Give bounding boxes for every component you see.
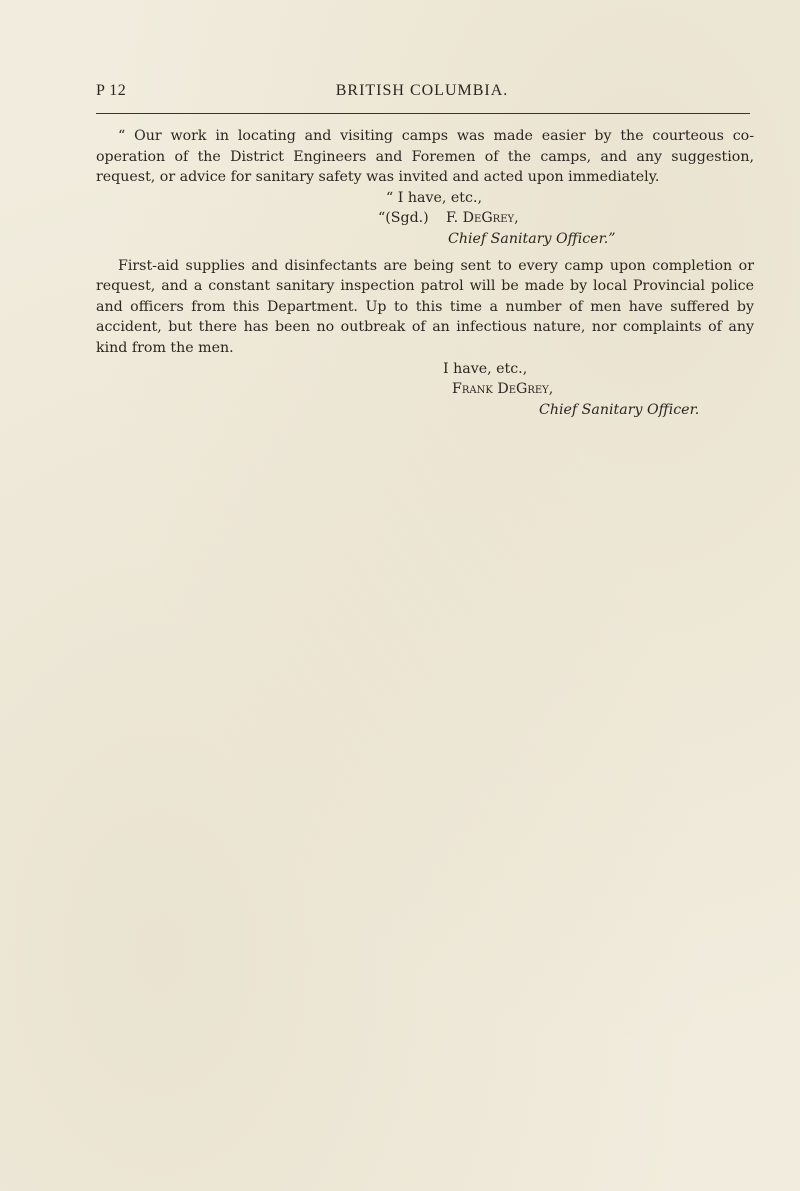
quoted-signer-name: F. DeGrey, xyxy=(446,210,519,227)
signed-prefix: “(Sgd.) xyxy=(378,210,429,227)
quoted-closing: “ I have, etc., xyxy=(386,189,482,206)
page-body xyxy=(96,126,754,420)
signature-closing: I have, etc., xyxy=(443,360,528,377)
body-paragraph: First-aid supplies and disinfectants are being sent to every camp upon completion or request, and a constant sanitary inspection patrol will be made by local Provincial police and officers from this Department. Up to this time a number of men have suffered by accident, but there has been no outbreak of an infectious nature, nor complaints of any kind from the men. xyxy=(96,257,754,356)
page-header xyxy=(96,82,748,104)
signer-name: Frank DeGrey, xyxy=(452,381,554,398)
page-number: P 12 xyxy=(96,82,127,99)
signer-title: Chief Sanitary Officer. xyxy=(539,401,700,418)
running-title: BRITISH COLUMBIA. xyxy=(335,82,509,99)
quoted-signature-line xyxy=(96,208,754,229)
quoted-paragraph: “ Our work in locating and visiting camps was made easier by the courteous co-operation of the District Engineers and Foremen of the camps, and any suggestion, request, or advice for sanitary safety was invited and acted upon immediately. xyxy=(96,128,754,186)
quoted-signer-title: Chief Sanitary Officer.” xyxy=(448,230,616,247)
header-rule xyxy=(96,113,750,114)
